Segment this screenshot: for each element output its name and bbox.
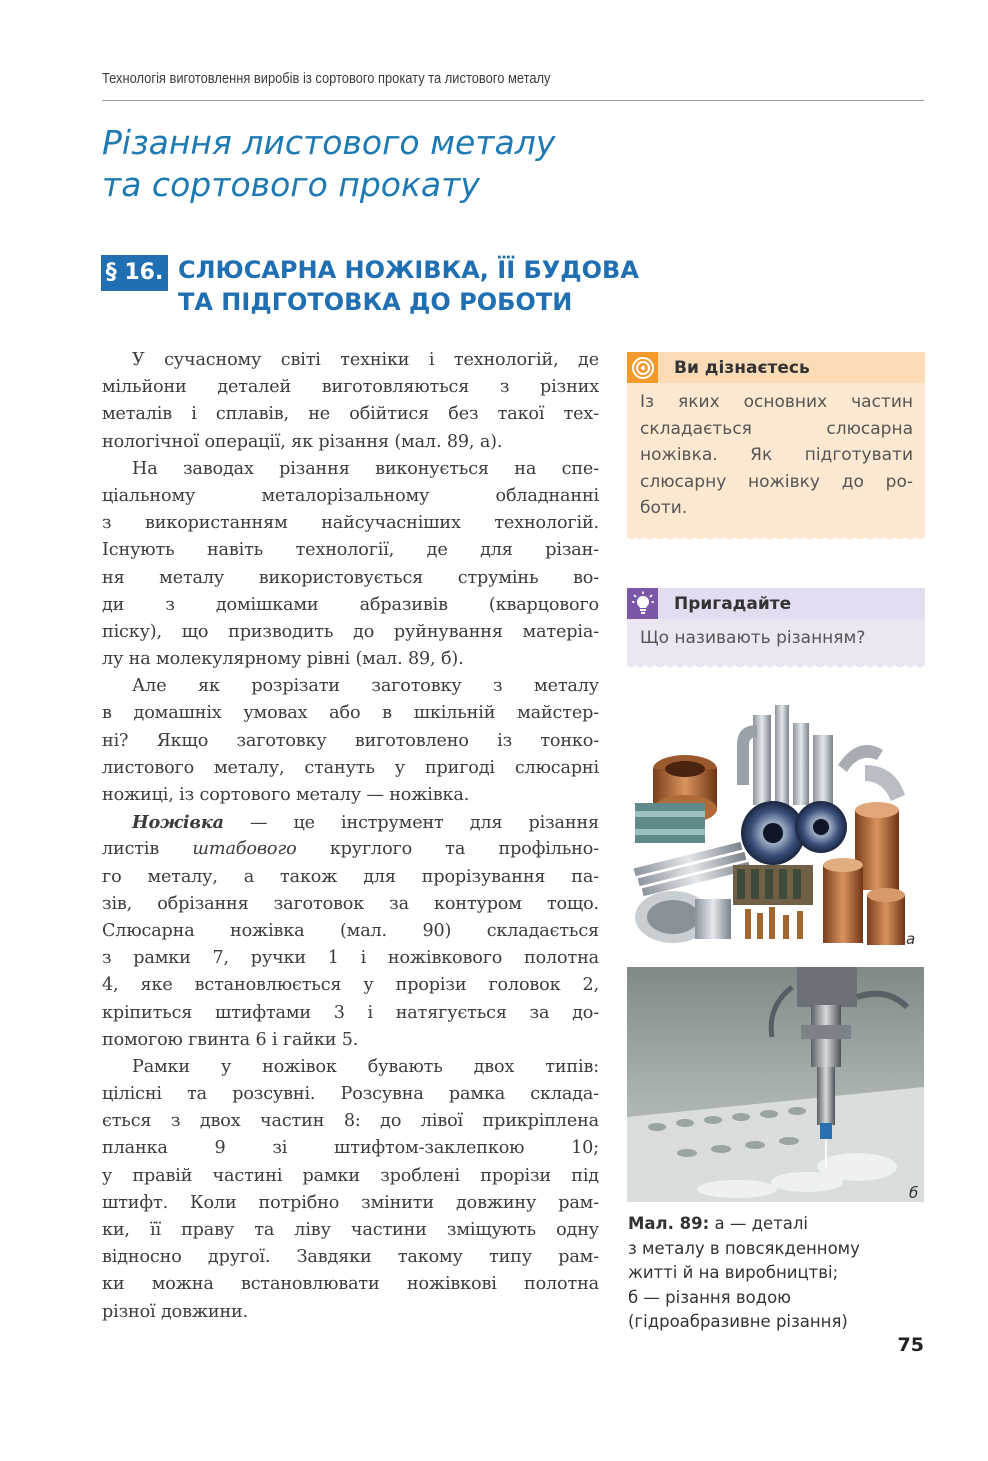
learn-box-line: ножівка. Як підготувати	[640, 445, 913, 465]
section-title	[178, 254, 698, 318]
waterjet-cutting-photo	[627, 967, 924, 1202]
learn-box-header	[627, 352, 925, 383]
term-nozhivka: Ножівка	[132, 812, 224, 834]
recall-box-header	[627, 588, 925, 619]
body-line	[102, 836, 599, 863]
page-number: 75	[897, 1334, 924, 1356]
body-line: ки, її праву та ліву частини зміщують одну	[102, 1220, 599, 1240]
body-line: з використанням найсучасніших технологій.	[102, 513, 599, 534]
recall-box-title: Пригадайте	[674, 593, 792, 614]
body-line: в домашніх умовах або в шкільній майстер-	[102, 703, 599, 724]
body-line: штифт. Коли потрібно змінити довжину рам-	[102, 1192, 599, 1213]
body-line: зів, обрізання заготовок за контуром тощо.	[102, 893, 599, 914]
recall-box	[627, 588, 925, 664]
body-line: кріпиться штифтами 3 і натягується за до-	[102, 1002, 599, 1023]
body-line: ди з домішками абразивів (кварцового	[102, 594, 599, 615]
body-line: відносно другої. Завдяки такому типу рам-	[102, 1247, 599, 1268]
body-line: мільйони деталей виготовляються з різних	[102, 377, 599, 398]
caption-label: Мал. 89:	[628, 1214, 710, 1233]
learn-box-title: Ви дізнаєтесь	[674, 357, 810, 378]
body-line: помогою гвинта 6 і гайки 5.	[102, 1029, 359, 1050]
body-line: у правій частині рамки зроблені прорізи під	[102, 1165, 599, 1186]
body-line: піску), що призводить до руйнування матеріа-	[102, 621, 599, 642]
body-line-fragment: круглого та профільно-	[296, 839, 599, 860]
figure-letter-a: а	[906, 930, 916, 948]
body-line: У сучасному світі техніки і технологій, де	[132, 350, 599, 370]
learn-box-body	[627, 383, 925, 536]
body-line: ножиці, із сортового металу — ножівка.	[102, 785, 470, 805]
body-line: планка 9 зі штифтом-заклепкою 10;	[102, 1138, 599, 1159]
body-line: Але як розрізати заготовку з металу	[132, 676, 599, 697]
figure-letter-b: б	[909, 1184, 919, 1202]
caption-line: житті й на виробництві;	[628, 1263, 839, 1283]
body-line: Рамки у ножівок бувають двох типів:	[132, 1056, 599, 1077]
body-text	[102, 347, 599, 1326]
learn-box-line: Із яких основних частин	[640, 392, 913, 412]
figure-caption	[628, 1212, 928, 1335]
body-line: Існують навіть технології, де для різан-	[102, 540, 599, 561]
section-title-line-2: ТА ПІДГОТОВКА ДО РОБОТИ	[178, 288, 573, 316]
body-line: листового металу, стануть у пригоді слюсарні	[102, 757, 599, 778]
body-line-fragment: — це інструмент для різання	[223, 813, 599, 834]
body-line: з рамки 7, ручки 1 і ножівкового полотна	[102, 948, 599, 969]
section-number-badge: § 16.	[101, 255, 168, 291]
body-line: різної довжини.	[102, 1301, 249, 1322]
body-line: нологічної операції, як різання (мал. 89, а).	[102, 431, 503, 452]
body-line: ціальному металорізальному обладнанні	[102, 485, 599, 506]
caption-line-1	[628, 1212, 928, 1237]
body-line: ється з двох частин 8: до лівої прикріплена	[102, 1111, 599, 1132]
chapter-title-line-2: та сортового прокату	[102, 165, 480, 204]
caption-line: б — різання водою	[628, 1287, 792, 1307]
target-icon	[627, 352, 658, 383]
caption-text: а — деталі	[709, 1214, 808, 1233]
scalloped-edge	[627, 662, 925, 670]
section-title-line-1: СЛЮСАРНА НОЖІВКА, ЇЇ БУДОВА	[178, 256, 639, 284]
header-rule	[102, 100, 924, 101]
caption-line: (гідроабразивне різання)	[628, 1312, 848, 1332]
learn-box-line: складається слюсарна	[640, 418, 913, 439]
body-line: 4, яке встановлюється у прорізи головок 2,	[102, 975, 599, 996]
body-line: ки можна встановлювати ножівкові полотна	[102, 1274, 599, 1295]
lightbulb-icon	[627, 588, 658, 619]
body-line: лу на молекулярному рівні (мал. 89, б).	[102, 649, 464, 670]
metal-parts-photo	[633, 705, 921, 949]
body-line: Слюсарна ножівка (мал. 90) складається	[102, 920, 599, 941]
italic-term: штабового	[192, 839, 297, 860]
body-line: ня металу використовується струмінь во-	[102, 567, 599, 588]
body-line: го металу, а також для прорізування па-	[102, 866, 599, 887]
body-line: ні? Якщо заготовку виготовлено із тонко-	[102, 730, 599, 751]
chapter-title-line-1: Різання листового металу	[102, 123, 556, 162]
scalloped-edge	[627, 534, 925, 542]
body-line	[102, 809, 599, 836]
body-line: металів і сплавів, не обійтися без такої тех-	[102, 404, 599, 425]
learn-box-line: боти.	[640, 498, 688, 518]
recall-box-text: Що називають різанням?	[640, 628, 866, 648]
body-line-fragment: листів	[102, 839, 193, 860]
body-line: цілісні та розсувні. Розсувна рамка склада-	[102, 1084, 599, 1105]
learn-box	[627, 352, 925, 536]
recall-box-body	[627, 619, 925, 664]
running-head: Технологія виготовлення виробів із сортового прокату та листового металу	[102, 70, 551, 87]
body-line: На заводах різання виконується на спе-	[132, 458, 599, 479]
caption-line: з металу в повсякденному	[628, 1238, 860, 1258]
learn-box-line: слюсарну ножівку до ро-	[640, 471, 913, 492]
chapter-title	[102, 122, 702, 206]
